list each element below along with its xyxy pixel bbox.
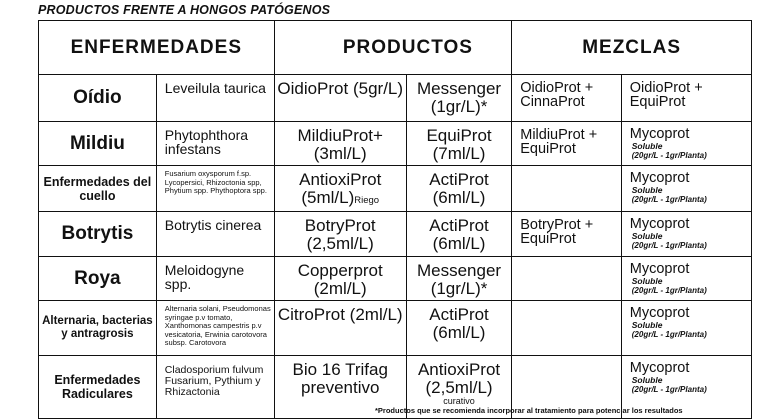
- product-1: Copperprot (2ml/L): [274, 257, 406, 301]
- product-2: Messenger (1gr/L)*: [406, 257, 511, 301]
- mix-2: [621, 212, 751, 257]
- pathogen-name: Cladosporium fulvum Fusarium, Pythium y Rhizactonia: [156, 356, 274, 419]
- mycoprot-label: Mycoprot: [629, 261, 690, 277]
- pathogen-name: Fusarium oxysporum f.sp. Lycopersici, Rhizoctonia spp, Phytium spp. Phythoptora spp.: [156, 166, 274, 212]
- product-1: MildiuProt+ (3ml/L): [274, 122, 406, 166]
- mycoprot-type: Soluble: [631, 185, 663, 195]
- header-mezclas: MEZCLAS: [512, 21, 752, 75]
- mix-1: OidioProt + CinnaProt: [512, 75, 622, 122]
- product-2: Messenger (1gr/L)*: [406, 75, 511, 122]
- disease-name: Roya: [39, 257, 157, 301]
- product-2: EquiProt (7ml/L): [406, 122, 511, 166]
- mycoprot-type: Soluble: [631, 276, 663, 286]
- footnote: *Productos que se recomienda incorporar al tratamiento para potenciar los resultados: [375, 406, 683, 415]
- mix-1: [512, 257, 622, 301]
- header-row: [39, 21, 752, 75]
- table-row: [39, 301, 752, 356]
- disease-name: Mildiu: [39, 122, 157, 166]
- product-1: AntioxiProt (5ml/L)Riego: [274, 166, 406, 212]
- mycoprot-dose: (20gr/L - 1gr/Planta): [631, 286, 707, 295]
- product-2: ActiProt (6ml/L): [406, 301, 511, 356]
- table-row: [39, 122, 752, 166]
- product-1: BotryProt (2,5ml/L): [274, 212, 406, 257]
- product-1: CitroProt (2ml/L): [274, 301, 406, 356]
- mix-1: [512, 301, 622, 356]
- mycoprot-type: Soluble: [631, 375, 663, 385]
- disease-name: Oídio: [39, 75, 157, 122]
- mycoprot-label: Mycoprot: [629, 170, 690, 186]
- header-productos: PRODUCTOS: [274, 21, 512, 75]
- table-row: [39, 257, 752, 301]
- table-row: [39, 75, 752, 122]
- mycoprot-label: Mycoprot: [629, 216, 690, 232]
- product-2: ActiProt (6ml/L): [406, 212, 511, 257]
- product-1: OidioProt (5gr/L): [274, 75, 406, 122]
- mycoprot-dose: (20gr/L - 1gr/Planta): [631, 330, 707, 339]
- products-table: [38, 20, 752, 419]
- page-title: PRODUCTOS FRENTE A HONGOS PATÓGENOS: [38, 3, 331, 17]
- product-2: AntioxiProt (2,5ml/L) curativo: [406, 356, 511, 419]
- mycoprot-dose: (20gr/L - 1gr/Planta): [631, 195, 707, 204]
- mycoprot-type: Soluble: [631, 141, 663, 151]
- mix-2: [621, 166, 751, 212]
- disease-name: Alternaria, bacterias y antragrosis: [39, 301, 157, 356]
- mycoprot-dose: (20gr/L - 1gr/Planta): [631, 385, 707, 394]
- product-note: curativo: [443, 396, 475, 406]
- product-2: ActiProt (6ml/L): [406, 166, 511, 212]
- mix-1: BotryProt + EquiProt: [512, 212, 622, 257]
- pathogen-name: Phytophthora infestans: [156, 122, 274, 166]
- mycoprot-type: Soluble: [631, 320, 663, 330]
- mycoprot-label: Mycoprot: [629, 360, 690, 376]
- table-row: [39, 212, 752, 257]
- mycoprot-label: Mycoprot: [629, 305, 690, 321]
- pathogen-name: Meloidogyne spp.: [156, 257, 274, 301]
- pathogen-name: Botrytis cinerea: [156, 212, 274, 257]
- disease-name: Enfermedades del cuello: [39, 166, 157, 212]
- mix-2: OidioProt + EquiProt: [621, 75, 751, 122]
- product-1: Bio 16 Trifag preventivo: [274, 356, 406, 419]
- mix-2: [621, 257, 751, 301]
- mycoprot-type: Soluble: [631, 231, 663, 241]
- mycoprot-dose: (20gr/L - 1gr/Planta): [631, 241, 707, 250]
- pathogen-name: Alternaria solani, Pseudomonas syringae p.v tomato, Xanthomonas campestris p.v vesicatoria, Erwinia carotovora subsp. Carotovora: [156, 301, 274, 356]
- mycoprot-dose: (20gr/L - 1gr/Planta): [631, 151, 707, 160]
- mix-2: [621, 301, 751, 356]
- disease-name: Botrytis: [39, 212, 157, 257]
- mycoprot-label: Mycoprot: [629, 126, 690, 142]
- product-note: Riego: [354, 195, 380, 206]
- mix-1: [512, 166, 622, 212]
- header-enfermedades: ENFERMEDADES: [39, 21, 275, 75]
- mix-2: [621, 122, 751, 166]
- mix-1: MildiuProt + EquiProt: [512, 122, 622, 166]
- table-row: [39, 166, 752, 212]
- disease-name: Enfermedades Radiculares: [39, 356, 157, 419]
- pathogen-name: Leveilula taurica: [156, 75, 274, 122]
